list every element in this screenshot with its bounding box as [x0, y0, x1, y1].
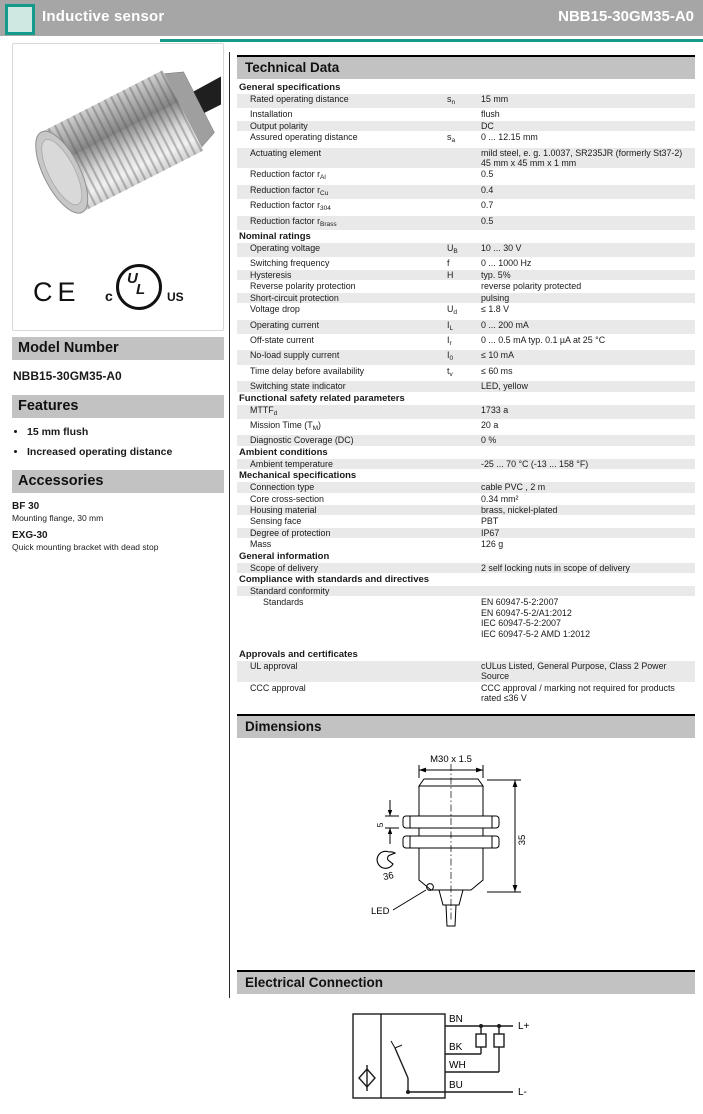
wrench-size-label: 36: [382, 869, 395, 883]
spec-symbol: [447, 420, 481, 434]
feature-item: • 15 mm flush: [27, 426, 224, 438]
spec-row: [237, 482, 695, 492]
spec-label: Switching state indicator: [250, 381, 346, 392]
spec-row: [237, 320, 695, 334]
accessory-desc: Mounting flange, 30 mm: [12, 513, 104, 523]
spec-row: [237, 597, 695, 639]
spec-label: Reduction factor $r_{Brass}$: [250, 215, 337, 228]
spec-label: Reduction factor $r_{Cu}$: [250, 184, 329, 197]
spec-value: mild steel, e. g. 1.0037, SR235JR (formerly St37-2) 45 mm x 45 mm x 1 mm: [481, 147, 683, 169]
spec-symbol: [447, 148, 481, 169]
spec-label: Housing material: [250, 504, 317, 515]
spec-value: 126 g: [481, 539, 504, 550]
dimensions-section: [237, 714, 695, 966]
spec-symbol: $U_B$: [447, 243, 458, 256]
section-title: Nominal ratings: [239, 231, 311, 243]
section-title: Functional safety related parameters: [239, 392, 405, 404]
spec-label: Sensing face: [250, 516, 302, 527]
spec-label: Ambient temperature: [250, 458, 333, 469]
spec-label: Operating voltage: [250, 243, 321, 254]
wire-label-bu: BU: [449, 1079, 463, 1091]
spec-row: [237, 586, 695, 596]
spec-label: Scope of delivery: [250, 562, 319, 573]
spec-value: PBT: [481, 516, 499, 527]
wire-label-bk: BK: [449, 1041, 463, 1053]
spec-symbol: [447, 586, 481, 596]
features-list: [12, 426, 224, 458]
accessories-heading: Accessories: [12, 470, 224, 493]
spec-row: [237, 335, 695, 349]
spec-symbol: [447, 494, 481, 504]
spec-value: DC: [481, 120, 494, 131]
dimensions-drawing: [333, 752, 583, 962]
ul-mark-us: US: [167, 290, 184, 304]
spec-label: No-load supply current: [250, 350, 340, 361]
product-photo: [13, 44, 221, 256]
spec-value: reverse polarity protected: [481, 281, 582, 292]
spec-symbol: [447, 121, 481, 131]
spec-label: Reduction factor $r_{Al}$: [250, 169, 326, 182]
spec-label: Hysteresis: [250, 269, 292, 280]
spec-symbol: $I_0$: [447, 350, 454, 363]
model-number-value: NBB15-30GM35-A0: [13, 369, 122, 383]
spec-symbol: $U_d$: [447, 304, 458, 317]
technical-data-table: [237, 82, 695, 704]
spec-symbol: $I_r$: [447, 334, 452, 347]
product-photo-frame: [12, 43, 224, 331]
spec-row: [237, 459, 695, 469]
spec-value: 0.5: [481, 215, 494, 226]
spec-row: [237, 420, 695, 434]
spec-symbol: [447, 516, 481, 526]
spec-label: Time delay before availability: [250, 365, 365, 376]
spec-value: 0 %: [481, 435, 497, 446]
right-column: [237, 55, 695, 1114]
section-title: Ambient conditions: [239, 446, 328, 458]
spec-row: [237, 366, 695, 380]
accessory-desc: Quick mounting bracket with dead stop: [12, 542, 159, 552]
spec-label: Short-circuit protection: [250, 292, 339, 303]
spec-value: LED, yellow: [481, 381, 528, 392]
spec-symbol: [447, 563, 481, 573]
spec-label: Reverse polarity protection: [250, 281, 356, 292]
left-column: [12, 43, 224, 552]
spec-value: CCC approval / marking not required for products rated ≤36 V: [481, 682, 675, 704]
spec-row: [237, 109, 695, 119]
spec-label: Diagnostic Coverage (DC): [250, 435, 354, 446]
spec-value: 0 ... 0.5 mA typ. 0.1 µA at 25 °C: [481, 334, 606, 345]
spec-symbol: $s_n$: [447, 94, 456, 106]
spec-label: Operating current: [250, 319, 320, 330]
spec-symbol: [447, 459, 481, 469]
spec-label: Connection type: [250, 482, 315, 493]
header-model-number: NBB15-30GM35-A0: [558, 8, 694, 25]
column-divider: [229, 52, 230, 998]
ul-mark-l: L: [136, 281, 146, 298]
spec-value: typ. 5%: [481, 269, 511, 280]
led-label: LED: [371, 905, 390, 917]
spec-value: 0 ... 1000 Hz: [481, 258, 532, 269]
spec-value: EN 60947-5-2:2007 EN 60947-5-2/A1:2012 IEC 60947-5-2:2007 IEC 60947-5-2 AMD 1:2012: [481, 597, 591, 639]
spec-label: Reduction factor $r_{304}$: [250, 200, 331, 213]
spec-row: [237, 528, 695, 538]
spec-symbol: [447, 293, 481, 303]
terminal-label-lplus: L+: [518, 1020, 530, 1032]
spec-symbol: [447, 405, 481, 419]
product-type-title: Inductive sensor: [42, 8, 165, 25]
spec-symbol: $t_v$: [447, 365, 453, 378]
spec-value: ≤ 1.8 V: [481, 304, 510, 315]
spec-value: [481, 586, 695, 596]
ce-mark: CE: [33, 277, 81, 307]
spec-row: [237, 683, 695, 704]
spec-value: ≤ 10 mA: [481, 350, 514, 361]
spec-value: 10 ... 30 V: [481, 243, 522, 254]
spec-value: -25 ... 70 °C (-13 ... 158 °F): [481, 458, 589, 469]
spec-row: [237, 516, 695, 526]
spec-row: [237, 435, 695, 445]
terminal-label-lminus: L-: [518, 1086, 527, 1098]
spec-value: brass, nickel-plated: [481, 504, 558, 515]
spec-symbol: [447, 216, 481, 230]
spec-label: Degree of protection: [250, 527, 331, 538]
spec-row: [237, 350, 695, 364]
technical-data-heading: Technical Data: [237, 55, 695, 79]
section-title: Approvals and certificates: [239, 649, 358, 661]
section-title: Mechanical specifications: [239, 470, 357, 482]
spec-label: Core cross-section: [250, 493, 324, 504]
spec-row: [237, 304, 695, 318]
spec-row: [237, 494, 695, 504]
spec-row: [237, 132, 695, 146]
spec-symbol: $I_L$: [447, 319, 454, 332]
ul-mark: [105, 260, 205, 312]
spec-row: [237, 661, 695, 682]
accent-divider: [160, 39, 703, 42]
spec-value: 0.5: [481, 169, 494, 180]
wiring-diagram: [345, 1008, 675, 1108]
ul-mark-circle: [116, 264, 162, 310]
spec-label: Installation: [250, 109, 293, 120]
wiring-diagram-area: [237, 994, 695, 1114]
spec-symbol: H: [447, 269, 454, 280]
spec-symbol: [447, 597, 481, 639]
spec-row: [237, 216, 695, 230]
spec-value: 1733 a: [481, 404, 509, 415]
spec-label: Output polarity: [250, 120, 308, 131]
spec-symbol: [447, 539, 481, 549]
spec-row: [237, 258, 695, 268]
spec-value: ≤ 60 ms: [481, 365, 513, 376]
spec-symbol: [447, 185, 481, 199]
spec-label: Voltage drop: [250, 304, 300, 315]
spec-value: IP67: [481, 527, 500, 538]
brand-accent-icon: [5, 4, 35, 35]
electrical-section: [237, 970, 695, 1114]
spec-value: cable PVC , 2 m: [481, 482, 546, 493]
section-title: General specifications: [239, 82, 341, 93]
spec-label: Actuating element: [250, 147, 322, 158]
spec-symbol: [447, 281, 481, 291]
spec-symbol: f: [447, 258, 450, 269]
page-header-bar: [0, 0, 703, 36]
spec-row: [237, 243, 695, 257]
spec-label: Rated operating distance: [250, 94, 349, 104]
spec-value: pulsing: [481, 292, 510, 303]
spec-value: 20 a: [481, 419, 499, 430]
spec-symbol: $s_a$: [447, 132, 456, 145]
spec-value: 15 mm: [481, 94, 509, 104]
feature-item: • Increased operating distance: [27, 446, 224, 458]
spec-symbol: [447, 505, 481, 515]
spec-label: UL approval: [250, 661, 298, 672]
spec-row: [237, 293, 695, 303]
spec-symbol: [447, 482, 481, 492]
spec-label: Mass: [250, 539, 272, 550]
spec-symbol: [447, 528, 481, 538]
spec-row: [237, 539, 695, 549]
spec-value: 0 ... 12.15 mm: [481, 132, 538, 143]
spec-value: 0.4: [481, 184, 494, 195]
spec-row: [237, 148, 695, 169]
spec-row: [237, 405, 695, 419]
wire-label-bn: BN: [449, 1013, 463, 1025]
spec-symbol: [447, 200, 481, 214]
section-title: General information: [239, 550, 330, 562]
accessory-name: BF 30: [12, 501, 40, 512]
spec-value: flush: [481, 109, 500, 120]
spec-label: Assured operating distance: [250, 132, 358, 143]
spec-symbol: [447, 109, 481, 119]
spec-label: Standard conformity: [250, 586, 330, 596]
spec-row: [237, 281, 695, 291]
spec-symbol: [447, 435, 481, 445]
section-title: Compliance with standards and directives: [239, 574, 430, 585]
spec-value: cULus Listed, General Purpose, Class 2 Power Source: [481, 661, 667, 682]
model-number-heading: Model Number: [12, 337, 224, 360]
spec-value: 0.34 mm²: [481, 493, 519, 504]
spec-row: [237, 169, 695, 183]
accessory-name: EXG-30: [12, 530, 48, 541]
wrench-icon: [377, 851, 395, 868]
spec-label: Switching frequency: [250, 258, 330, 269]
spec-label: Standards: [263, 597, 304, 608]
spec-row: [237, 505, 695, 515]
dimensions-drawing-area: [237, 738, 695, 966]
spec-symbol: [447, 381, 481, 391]
accessories-list: [12, 501, 224, 552]
thread-dimension-label: M30 x 1.5: [430, 753, 472, 765]
spec-row: [237, 121, 695, 131]
ul-mark-c: c: [105, 288, 113, 304]
spec-symbol: [447, 683, 481, 704]
spec-label: CCC approval: [250, 682, 306, 693]
spec-row: [237, 94, 695, 108]
ul-mark-u: U: [127, 270, 138, 287]
spec-value: 2 self locking nuts in scope of delivery: [481, 562, 630, 573]
spec-label: Off-state current: [250, 334, 314, 345]
spec-row: [237, 200, 695, 214]
dimensions-heading: Dimensions: [237, 714, 695, 738]
spec-label: Mission Time $(T_M)$: [250, 419, 322, 432]
spec-row: [237, 563, 695, 573]
spec-value: 0.7: [481, 200, 494, 211]
nut-height-label: 5: [375, 822, 385, 828]
spec-label: $MTTF_d$: [250, 404, 278, 417]
certification-marks: [27, 262, 207, 312]
features-heading: Features: [12, 395, 224, 418]
spec-row: [237, 185, 695, 199]
spec-symbol: [447, 661, 481, 682]
electrical-heading: Electrical Connection: [237, 970, 695, 994]
spec-row: [237, 381, 695, 391]
wire-label-wh: WH: [449, 1059, 466, 1071]
spec-value: 0 ... 200 mA: [481, 319, 529, 330]
spec-row: [237, 270, 695, 280]
spec-symbol: [447, 169, 481, 183]
body-length-label: 35: [517, 834, 528, 845]
